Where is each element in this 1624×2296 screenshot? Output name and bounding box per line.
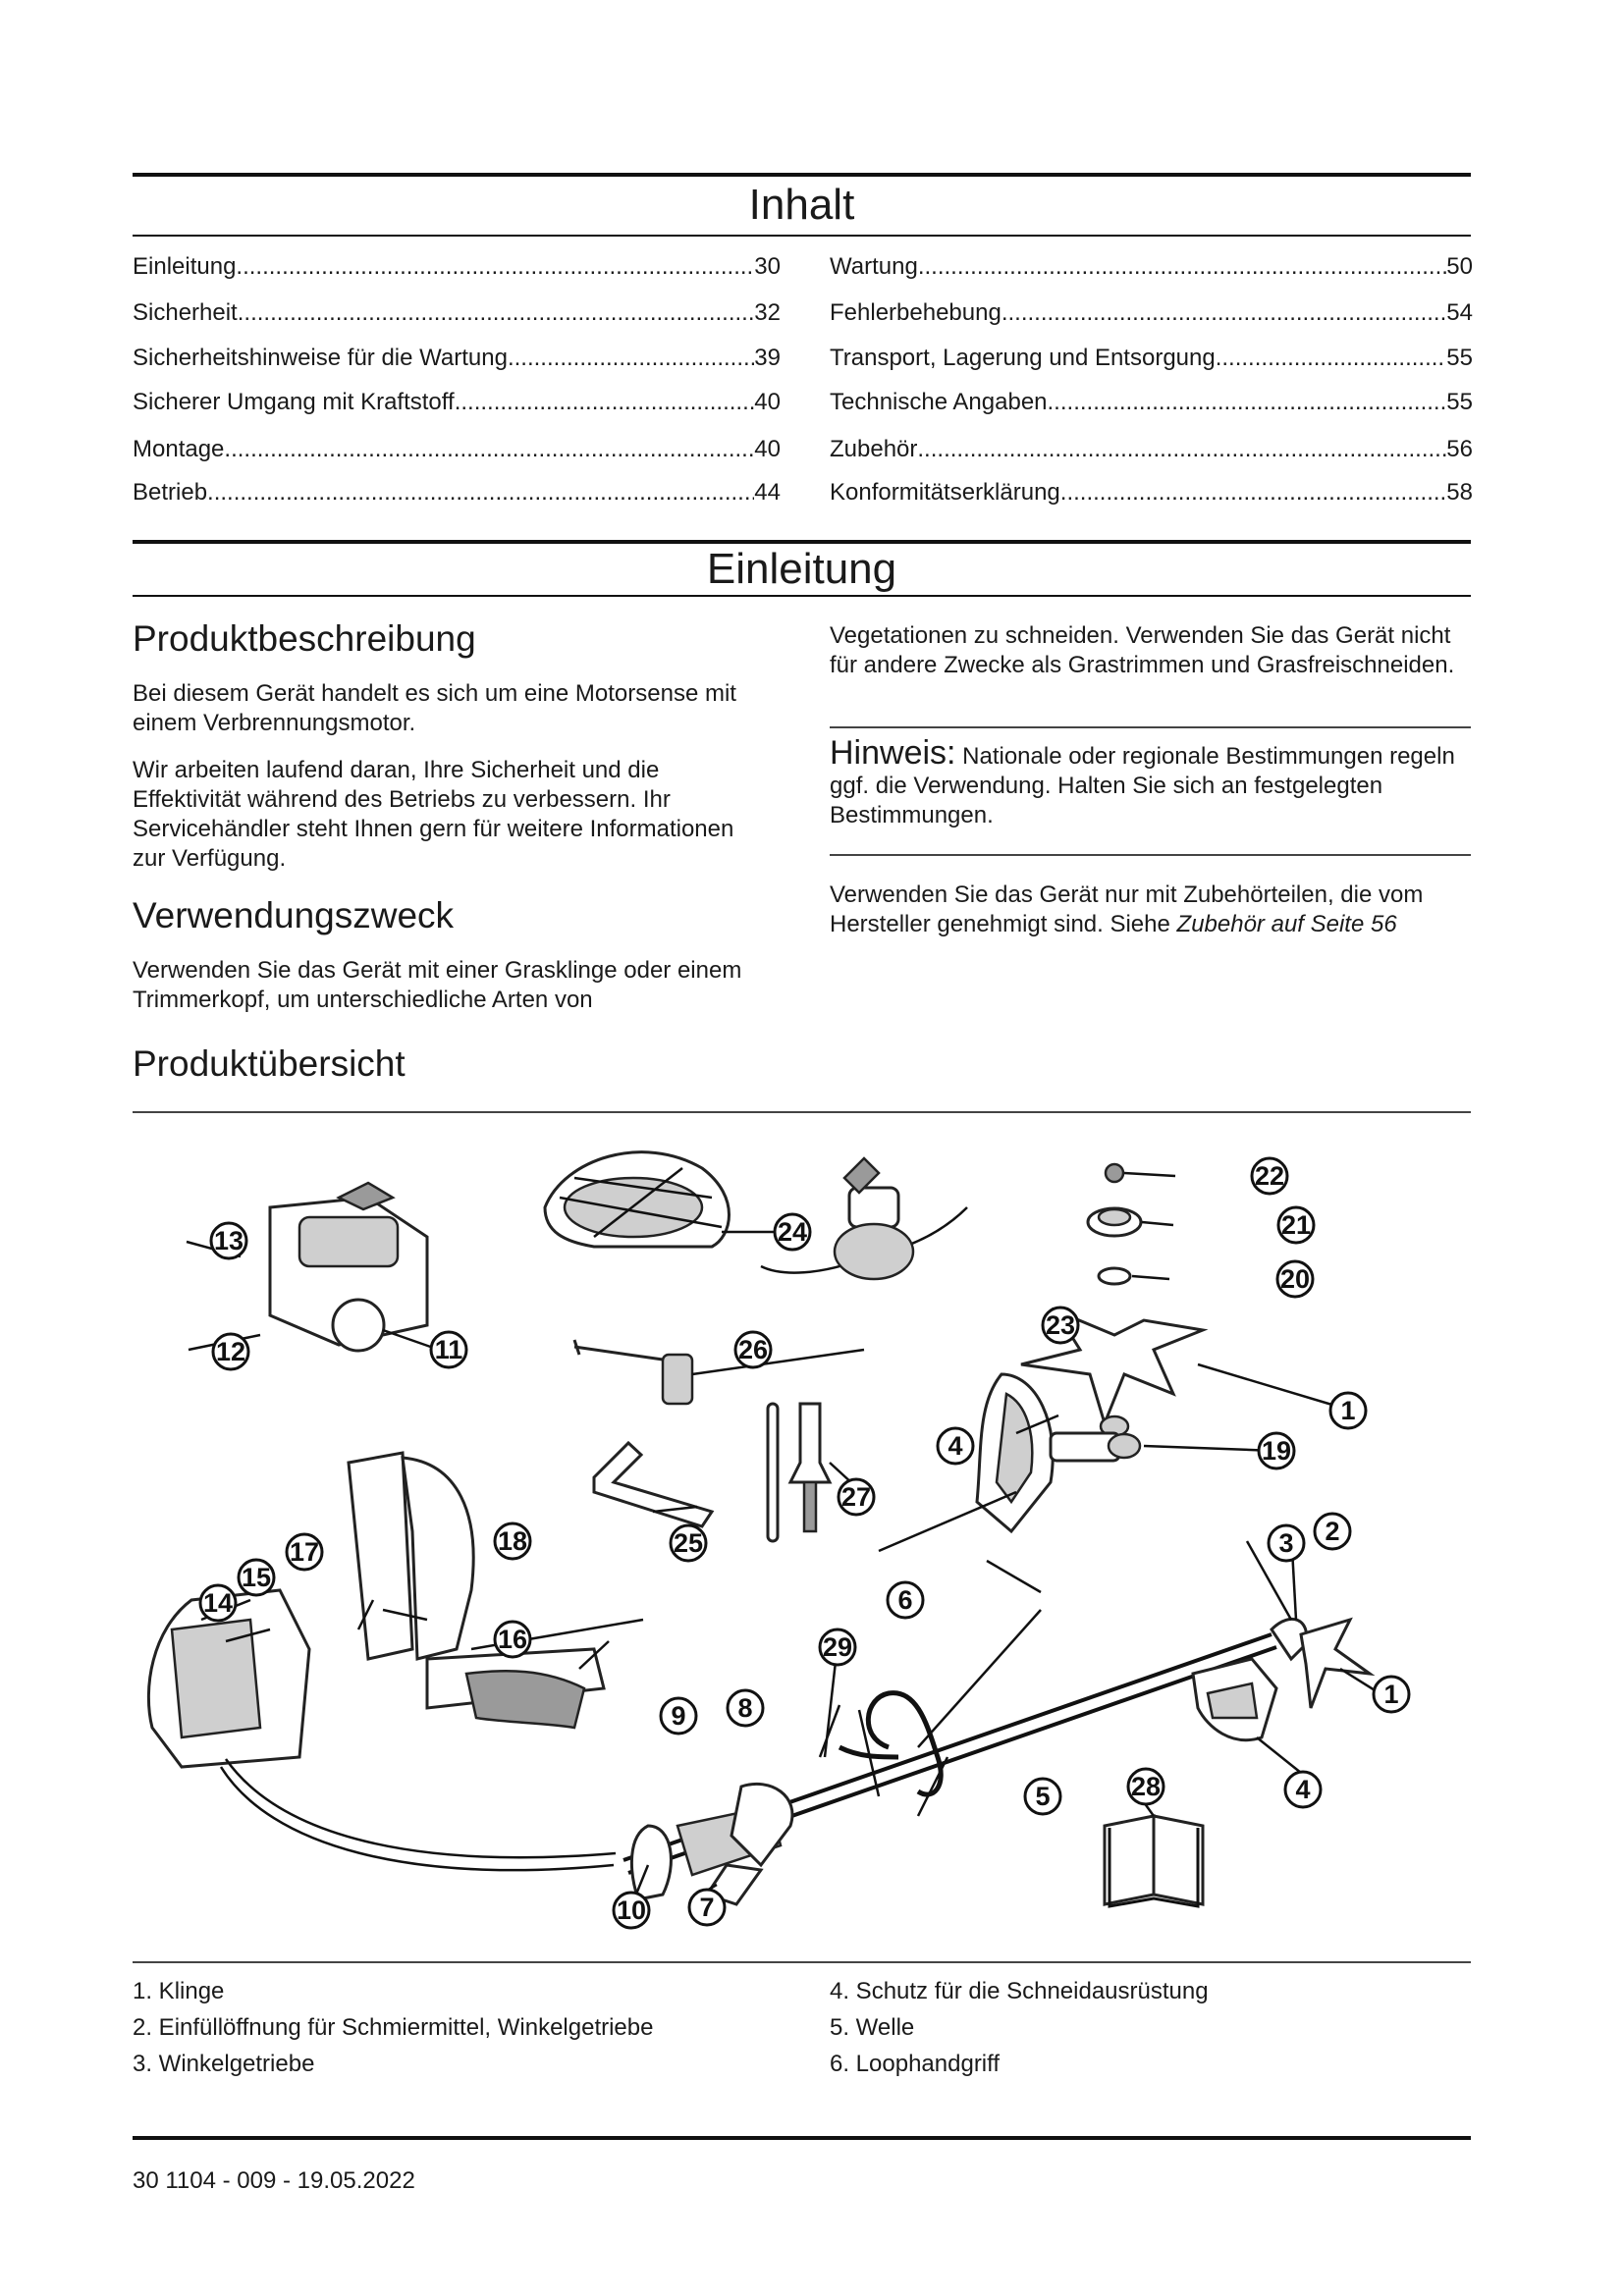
toc-entry[interactable]: Sicherheitshinweise für die Wartung ..... 39	[133, 344, 781, 373]
callout-1	[1374, 1677, 1409, 1712]
svg-text:16: 16	[497, 1625, 528, 1654]
callout-13	[211, 1223, 246, 1258]
callout-29	[820, 1629, 855, 1665]
toc-entry[interactable]: Zubehör ..... 56	[830, 435, 1473, 464]
svg-text:19: 19	[1261, 1436, 1292, 1466]
legend-item: 1. Klinge	[133, 1978, 225, 2004]
product-description-p1: Bei diesem Gerät handelt es sich um eine Motorsense mit einem Verbrennungsmotor.	[133, 680, 736, 736]
accessories-text: Verwenden Sie das Gerät nur mit Zubehörteilen, die vom Hersteller genehmigt sind. Siehe	[830, 881, 1424, 937]
toc-entry[interactable]: Montage ..... 40	[133, 435, 781, 464]
svg-text:13: 13	[213, 1226, 244, 1255]
callout-17	[287, 1534, 322, 1570]
svg-text:22: 22	[1254, 1161, 1285, 1191]
note-block	[830, 734, 1458, 830]
callout-15	[239, 1560, 274, 1595]
svg-text:18: 18	[497, 1526, 528, 1556]
toc-entry[interactable]: Einleitung ..... 30	[133, 252, 781, 282]
toc-title: Inhalt	[748, 181, 855, 229]
toc-entry[interactable]: Fehlerbehebung ..... 54	[830, 298, 1473, 328]
callout-23	[1043, 1308, 1078, 1343]
callout-4	[938, 1428, 973, 1464]
shaft-assembly-illustration	[623, 1619, 1370, 1904]
legend-item: 6. Loophandgriff	[830, 2051, 1001, 2077]
legend-item: 3. Winkelgetriebe	[133, 2051, 315, 2077]
svg-text:9: 9	[671, 1701, 686, 1731]
svg-text:2: 2	[1325, 1517, 1340, 1546]
svg-text:27: 27	[840, 1482, 872, 1512]
intro-title: Einleitung	[706, 545, 897, 593]
svg-text:4: 4	[947, 1431, 963, 1461]
callout-27	[839, 1479, 874, 1515]
accessories-link[interactable]: Zubehör auf Seite 56	[1176, 911, 1397, 937]
footer-rule	[133, 2136, 1471, 2140]
svg-text:6: 6	[897, 1585, 913, 1615]
toc-entry[interactable]: Technische Angaben ..... 55	[830, 388, 1473, 417]
callout-25	[671, 1525, 706, 1561]
callout-26	[735, 1332, 771, 1367]
toc-bottom-rule	[133, 235, 1471, 237]
intended-use-heading: Verwendungszweck	[133, 895, 455, 935]
toc-entry[interactable]: Wartung ..... 50	[830, 252, 1473, 282]
note-text: Nationale oder regionale Bestimmungen regeln ggf. die Verwendung. Halten Sie sich an festgelegten Bestimmungen.	[830, 743, 1455, 828]
callout-24	[775, 1214, 810, 1250]
callout-20	[1277, 1261, 1313, 1297]
intro-bottom-rule	[133, 595, 1471, 597]
note-top-rule	[830, 726, 1471, 728]
accessories-paragraph	[830, 881, 1468, 939]
svg-text:24: 24	[777, 1217, 808, 1247]
blade-hardware-illustration	[1021, 1164, 1203, 1436]
manual-book-illustration	[1105, 1816, 1203, 1906]
callout-8	[728, 1690, 763, 1726]
svg-text:3: 3	[1278, 1528, 1294, 1558]
toc-top-rule	[133, 173, 1471, 177]
toc-entry[interactable]: Betrieb ..... 44	[133, 478, 781, 507]
callout-19	[1259, 1433, 1294, 1468]
svg-text:12: 12	[215, 1337, 246, 1366]
callout-10	[614, 1893, 649, 1928]
svg-text:5: 5	[1035, 1782, 1051, 1811]
svg-text:28: 28	[1130, 1772, 1162, 1801]
toc-entry[interactable]: Sicherheit ..... 32	[133, 298, 781, 328]
svg-text:1: 1	[1383, 1680, 1399, 1709]
svg-text:11: 11	[434, 1335, 463, 1364]
callout-5	[1025, 1779, 1060, 1814]
callout-12	[213, 1334, 248, 1369]
legend-item: 5. Welle	[830, 2014, 915, 2041]
toc-entry[interactable]: Sicherer Umgang mit Kraftstoff ..... 40	[133, 388, 781, 417]
toc-entry[interactable]: Transport, Lagerung und Entsorgung ..... 55	[830, 344, 1473, 373]
intro-top-rule	[133, 540, 1471, 544]
tools-illustration	[574, 1340, 830, 1541]
legend-left	[133, 1973, 653, 2082]
legend-top-rule	[133, 1961, 1471, 1963]
intended-use-p1-cont: Vegetationen zu schneiden. Verwenden Sie das Gerät nicht für andere Zwecke als Grastrimmen und Grasfreischneiden.	[830, 622, 1455, 678]
callout-9	[661, 1698, 696, 1734]
svg-text:21: 21	[1280, 1210, 1312, 1240]
svg-text:26: 26	[737, 1335, 769, 1364]
page-footer: 30 1104 - 009 - 19.05.2022	[133, 2167, 415, 2194]
svg-text:23: 23	[1045, 1310, 1076, 1340]
callout-7	[689, 1890, 725, 1925]
callout-2	[1315, 1514, 1350, 1549]
note-bottom-rule	[830, 854, 1471, 856]
svg-text:15: 15	[241, 1563, 272, 1592]
product-description-p2: Wir arbeiten laufend daran, Ihre Sicherheit und die Effektivität während des Betriebs zu verbessern. Ihr Servicehändler steht Ihnen gern für weitere Informationen zur Verfügung.	[133, 757, 734, 872]
product-description-heading: Produktbeschreibung	[133, 618, 476, 659]
toc-entry[interactable]: Konformitätserklärung ..... 58	[830, 478, 1473, 507]
engine-illustration	[270, 1183, 427, 1351]
callout-1	[1330, 1393, 1366, 1428]
product-overview-figure	[133, 1139, 1471, 1944]
callout-14	[200, 1585, 236, 1621]
svg-text:25: 25	[673, 1528, 704, 1558]
callout-28	[1128, 1769, 1164, 1804]
callout-11	[431, 1332, 466, 1367]
legend-item: 2. Einfüllöffnung für Schmiermittel, Winkelgetriebe	[133, 2014, 654, 2041]
svg-text:17: 17	[289, 1537, 320, 1567]
product-overview-heading: Produktübersicht	[133, 1043, 406, 1084]
backpack-frame-illustration	[148, 1453, 616, 1870]
overview-top-rule	[133, 1111, 1471, 1113]
callout-3	[1269, 1525, 1304, 1561]
svg-text:14: 14	[202, 1588, 234, 1618]
callout-4	[1285, 1772, 1321, 1807]
svg-text:1: 1	[1340, 1396, 1356, 1425]
svg-text:10: 10	[616, 1896, 647, 1925]
callout-22	[1252, 1158, 1287, 1194]
svg-text:4: 4	[1295, 1775, 1311, 1804]
callout-16	[495, 1622, 530, 1657]
deflector-shield-illustration	[545, 1152, 730, 1247]
legend-item: 4. Schutz für die Schneidausrüstung	[830, 1978, 1209, 2004]
svg-text:29: 29	[822, 1632, 853, 1662]
svg-text:8: 8	[737, 1693, 753, 1723]
intended-use-p1: Verwenden Sie das Gerät mit einer Grasklinge oder einem Trimmerkopf, um unterschiedliche Arten von	[133, 957, 742, 1013]
callout-21	[1278, 1207, 1314, 1243]
svg-text:7: 7	[699, 1893, 715, 1922]
callout-18	[495, 1523, 530, 1559]
svg-text:20: 20	[1279, 1264, 1311, 1294]
note-label: Hinweis:	[830, 734, 956, 772]
callout-6	[888, 1582, 923, 1618]
legend-right	[830, 1973, 1209, 2082]
